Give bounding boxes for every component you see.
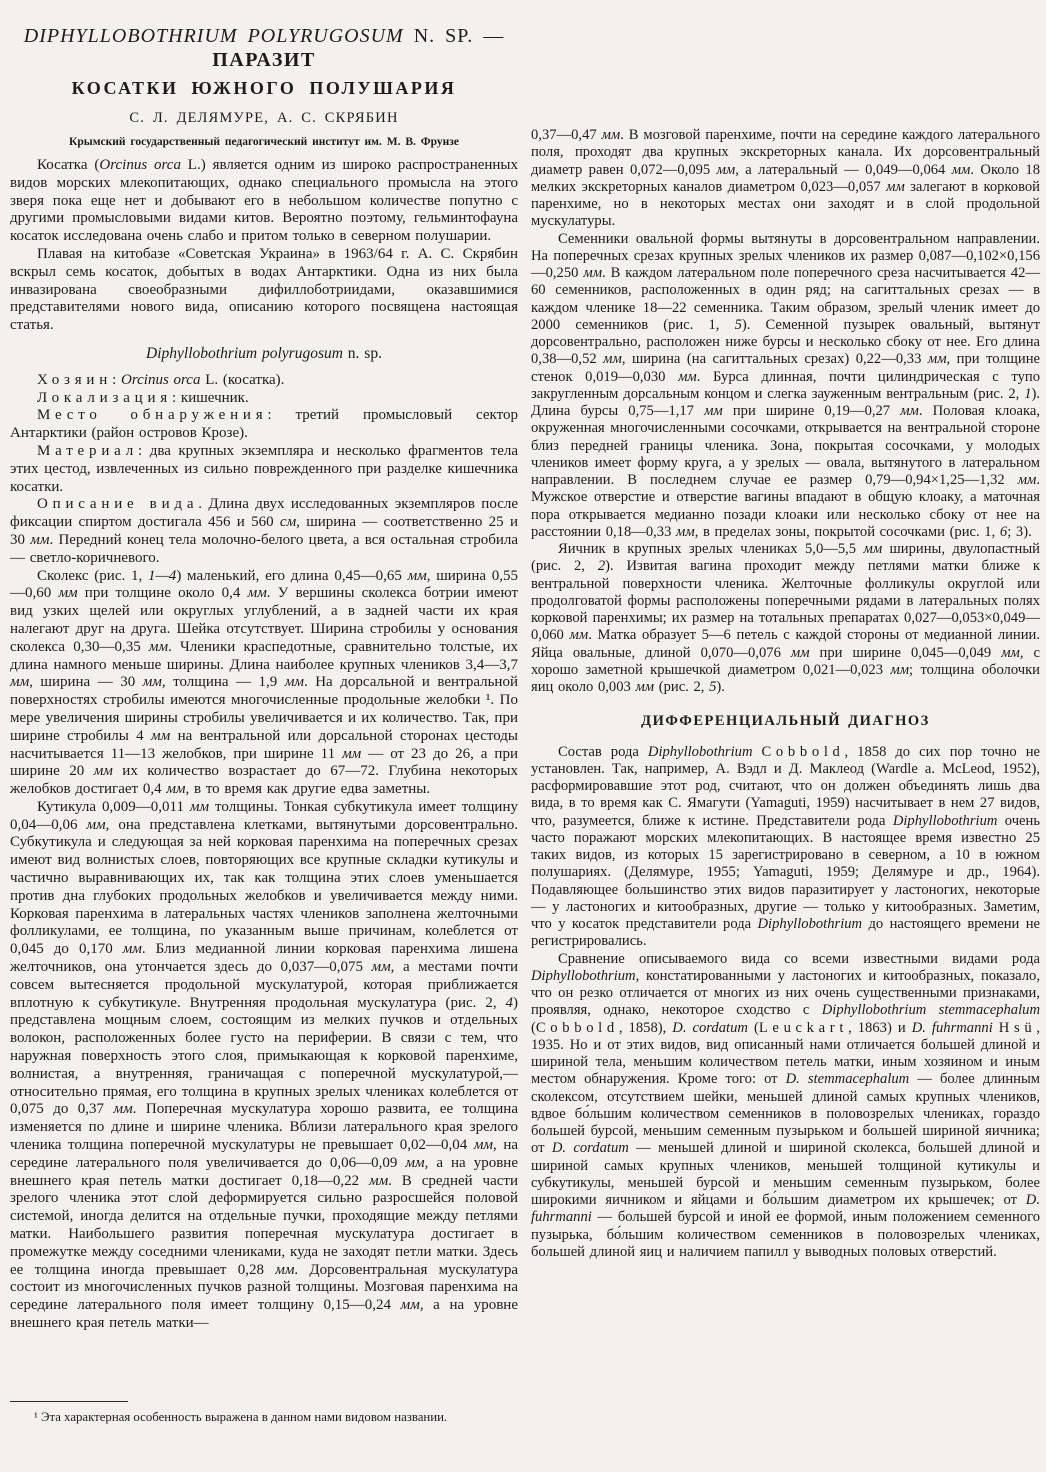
- right-page-column: [531, 127, 1040, 1261]
- footnote: [10, 1401, 518, 1426]
- paragraph: 0,37—0,47 мм. В мозговой паренхиме, почти на середине каждого латерального поля, проходят два крупных экскреторных канала. Их дорсовентральный диаметр равен 0,072—0,095 мм, а латеральный — 0,049—0,064 мм. Около 18 мелких экскреторных каналов диаметром 0,023—0,057 мм залегают в корковой паренхиме, но в некоторых местах они заходят и в слой продольной мускулатуры.: [531, 127, 1041, 230]
- paragraph: Семенники овальной формы вытянуты в дорсовентральном направлении. На поперечных срезах крупных зрелых члеников их размер 0,087—0,102×0,156—0,250 мм. В каждом латеральном поле поперечного среза насчитывается 42—60 семенников, расположенных в один ряд; на сагиттальных срезах — в каждом членике 18—22 семенника. Таким образом, зрелый членик имеет до 2000 семенников (рис. 1, 5). Семенной пузырек овальный, вытянут дорсовентрально, расположен ниже бурсы и несколько сбоку от нее. Его длина 0,38—0,52 мм, ширина (на сагиттальных срезах) 0,22—0,33 мм, при толщине стенок 0,019—0,030 мм. Бурса длинная, почти цилиндрическая с тупо закругленным дорсальным концом и слегка зауженным вентральным (рис. 2, 1). Длина бурсы 0,75—1,17 мм при ширине 0,19—0,27 мм. Половая клоака, окруженная многочисленными сосочками, открывается на вентральной стороне близ передней границы членика. Зона, покрытая сосочками, у молодых члеников имеет форму круга, а у зрелых — овала, вытянутого в латеральном направлении. В последнем случае ее размер 0,79—0,94×1,25—1,32 мм. Мужское отверстие и отверстие вагины впадают в общую клоаку, а маточная пора открывается медианно позади клоаки или несколько сбоку от нее на расстоянии 0,18—0,33 мм, в пределах зоны, покрытой сосочками (рис. 1, 6; 3).: [531, 230, 1041, 540]
- footnote-rule: [10, 1401, 128, 1402]
- article-header: [10, 24, 518, 148]
- paragraph: Сколекс (рис. 1, 1—4) маленький, его длина 0,45—0,65 мм, ширина 0,55—0,60 мм при толщине около 0,4 мм. У вершины сколекса ботрии имеют вид узких щелей или округлых углублений, а в задней части их края налегают друг на друга. Шейка отсутствует. Ширина стробилы у основания сколекса 0,30—0,35 мм. Членики краспедотные, сравнительно толстые, их длина намного меньше ширины. Длина наиболее крупных члеников 3,4—3,7 мм, ширина — 30 мм, толщина — 1,9 мм. На дорсальной и вентральной поверхностях стробилы имеются многочисленные продольные желобки ¹. По мере увеличения ширины стробилы увеличивается и их количество. Так, при ширине стробилы 4 мм на вентральной или дорсальной сторонах цестоды насчитывается 11—13 желобков, при ширине 11 мм — от 23 до 26, а при ширине 20 мм их количество возрастает до 67—72. Глубина некоторых желобков достигает 0,4 мм, в то время как другие едва заметны.: [10, 567, 519, 798]
- paragraph: Яичник в крупных зрелых члениках 5,0—5,5 мм ширины, двулопастный (рис. 2, 2). Извитая вагина проходит между петлями матки ближе к вентральной поверхности членика. Желточные фолликулы округлой или продолговатой формы расположены поперечными рядами в латеральных полях корковой паренхимы; их размер на тотальных препаратах 0,027—0,053×0,049—0,060 мм. Матка образует 5—6 петель с каждой стороны от медианной линии. Яйца овальные, длиной 0,070—0,076 мм при ширине 0,045—0,049 мм, с хорошо заметной крышечкой диаметром 0,021—0,023 мм; толщина оболочки яиц около 0,003 мм (рис. 2, 5).: [531, 541, 1041, 695]
- paragraph: Состав рода Diphyllobothrium Cobbold, 1858 до сих пор точно не установлен. Так, например, А. Вэдл и Д. Маклеод (Wardle a. McLeod, 1952), расформировавшие этот род, считают, что он должен объединять лишь два вида, в то время как С. Ямагути (Yamaguti, 1959) насчитывает в нем 27 видов, что, разумеется, ближе к истине. Представители рода Diphyllobothrium очень часто поражают морских млекопитающих. В настоящее время известно 25 таких видов, из которых 15 зарегистрировано в северном, а 10 в южном полушариях. (Делямуре, 1955; Yamaguti, 1959; Делямуре и др., 1964). Подавляющее большинство этих видов паразитирует у ластоногих, некоторые — у ластоногих и китообразных, другие — только у китообразных. Заметим, что у косаток представители рода Diphyllobothrium до настоящего времени не регистрировались.: [531, 743, 1041, 950]
- paragraph: Материал: два крупных экземпляра и несколько фрагментов тела этих цестод, извлеченных из сильно поврежденного при разделке кишечника косатки.: [10, 442, 518, 495]
- article-affiliation: Крымский государственный педагогический институт им. М. В. Фрунзе: [69, 136, 459, 148]
- right-column-text: [531, 127, 1040, 1261]
- left-page-column: [10, 24, 518, 1333]
- article-title-line2: КОСАТКИ ЮЖНОГО ПОЛУШАРИЯ: [71, 78, 457, 98]
- article-authors: С. Л. ДЕЛЯМУРЕ, А. С. СКРЯБИН: [129, 110, 399, 126]
- article-title-line1: DIPHYLLOBOTHRIUM POLYRUGOSUM N. SP. — ПАРАЗИТ: [23, 25, 505, 71]
- paragraph: Место обнаружения: третий промысловый сектор Антарктики (район островов Крозе).: [10, 407, 518, 442]
- left-column-text: [10, 157, 518, 1333]
- paragraph: Локализация: кишечник.: [37, 389, 249, 406]
- paragraph: Сравнение описываемого вида со всеми известными видами рода Diphyllobothrium, констатированными у ластоногих и китообразных, показало, что он резко отличается от многих из них очень существенными признаками, проявляя, однако, некоторое сходство с Diphyllobothrium stemmacephalum (Cobbold, 1858), D. cordatum (Leuckart, 1863) и D. fuhrmanni Hsü, 1935. Но и от этих видов, вид описанный нами отличается большей длиной и шириной тела, меньшим количеством петель матки, иным хозяином и иным местом обнаружения. Кроме того: от D. stemmacephalum — более длинным сколексом, отсутствием шейки, меньшей длиной самых крупных члеников, вдвое бо́льшим количеством семенников в половозрелых члениках, гораздо большей бурсой, меньшим семенным пузырьком и большей шириной яичника; от D. cordatum — меньшей длиной и шириной сколекса, большей длиной и шириной самых крупных члеников, меньшей толщиной кутикулы и субкутикулы, меньшей бурсой и меньшим семенным пузырьком, более широкими яичником и яйцами и бо́льшим диаметром их крышечек; от D. fuhrmanni — большей бурсой и иной ее формой, иным положением семенного пузырька, бо́льшим количеством семенников в половозрелых члениках, большей длиной яиц и наличием папилл у выводных половых отверстий.: [531, 950, 1040, 1260]
- paragraph: Описание вида. Длина двух исследованных экземпляров после фиксации спиртом достигала 456 и 560 см, ширина — соответственно 25 и 30 мм. Передний конец тела молочно-белого цвета, а вся остальная стробила — светло-коричневого.: [10, 496, 518, 566]
- paragraph: Косатка (Orcinus orca L.) является одним из широко распространенных видов морских млекопитающих, однако специального промысла на этого зверя пока еще нет и добывают его в небольшом количестве попутно с другими промысловыми видами китов. Вероятно поэтому, гельминтофауна косаток исследована очень слабо и притом только в северном полушарии.: [10, 157, 519, 245]
- footnote-text: ¹ Эта характерная особенность выражена в данном нами видовом названии.: [34, 1410, 448, 1424]
- section-heading: ДИФФЕРЕНЦИАЛЬНЫЙ ДИАГНОЗ: [641, 713, 930, 730]
- species-heading: Diphyllobothrium polyrugosum n. sp.: [146, 344, 382, 362]
- paragraph: Кутикула 0,009—0,011 мм толщины. Тонкая субкутикула имеет толщину 0,04—0,06 мм, она представлена клетками, вытянутыми дорсовентрально. Субкутикула и следующая за ней корковая паренхима на поперечных срезах имеют вид волнистых слоев, повторяющих все крупные складки кутикулы и частично выравнивающих их, так как толщина этих слоев уменьшается против дна глубоких продольных желобков и увеличивается между ними. Корковая паренхима в латеральных частях члеников заполнена желточными фолликулами, ее толщина, по указанным выше причинам, колеблется от 0,045 до 0,170 мм. Близ медианной линии корковая паренхима лишена желточников, она утончается здесь до 0,037—0,075 мм, а местами почти совсем вытесняется продольной мускулатурой, которая приближается вплотную к субкутикуле. Внутренняя продольная мускулатура (рис. 2, 4) представлена мощным слоем, состоящим из мелких пучков и отдельных волокон, расположенных более густо на периферии. В связи с тем, что наружная поверхность этого слоя, примыкающая к корковой паренхиме, волнистая, а внутренняя, граничащая с поперечной мускулатурой,— относительно прямая, его толщина в крупных зрелых члениках колеблется от 0,075 до 0,37 мм. Поперечная мускулатура хорошо развита, ее толщина изменяется по длине и ширине членика. Вблизи латерального края зрелого членика толщина поперечной мускулатуры не превышает 0,02—0,04 мм, на середине латерального поля увеличивается до 0,06—0,09 мм, а на уровне внешнего края петель матки достигает 0,18—0,22 мм. В средней части зрелого членика этот слой деформируется сильно разросшейся половой системой, иногда делится на отдельные пучки, проходящие между петлями матки. Наибольшего развития поперечная мускулатура достигает в промежутке между соседними члениками, куда не заходят петли матки. Здесь ее толщина иногда превышает 0,28 мм. Дорсовентральная мускулатура состоит из многочисленных пучков разной толщины. Мозговая паренхима на середине латерального поля имеет толщину 0,15—0,24 мм, а на уровне внешнего края петель матки—: [10, 798, 519, 1331]
- paragraph: Плавая на китобазе «Советская Украина» в 1963/64 г. А. С. Скрябин вскрыл семь косаток, добытых в водах Антарктики. Одна из них была инвазирована своеобразными дифиллоботриидами, оказавшимися представителями нового вида, описанию которого посвящена настоящая статья.: [10, 245, 518, 334]
- paragraph: Хозяин: Orcinus orca L. (косатка).: [37, 371, 285, 388]
